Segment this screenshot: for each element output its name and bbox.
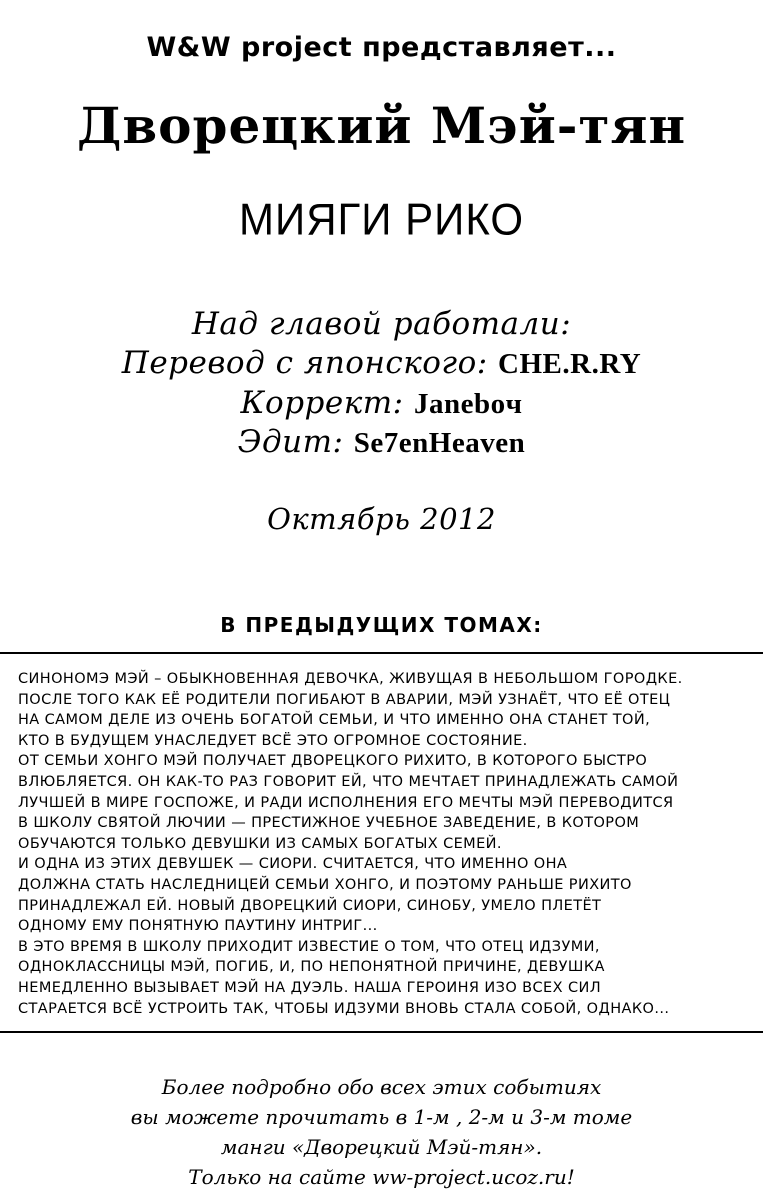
- manga-title: Дворецкий Мэй-тян: [76, 96, 687, 155]
- synopsis-line: НЕМЕДЛЕННО ВЫЗЫВАЕТ МЭЙ НА ДУЭЛЬ. НАША ГЕРОИНЯ ИЗО ВСЕХ СИЛ: [18, 979, 602, 996]
- footer-line: вы можете прочитать в 1-м , 2-м и 3-м томе: [130, 1105, 633, 1129]
- synopsis-line: ОБУЧАЮТСЯ ТОЛЬКО ДЕВУШКИ ИЗ САМЫХ БОГАТЫХ СЕМЕЙ.: [18, 835, 502, 852]
- credit-editing: [0, 424, 763, 460]
- synopsis-line: В ЭТО ВРЕМЯ В ШКОЛУ ПРИХОДИТ ИЗВЕСТИЕ О ТОМ, ЧТО ОТЕЦ ИДЗУМИ,: [18, 938, 600, 955]
- synopsis-line: КТО В БУДУЩЕМ УНАСЛЕДУЕТ ВСЁ ЭТО ОГРОМНОЕ СОСТОЯНИЕ.: [18, 732, 528, 749]
- credit-proofreading-name: Janeboч: [413, 388, 523, 420]
- synopsis-line: ОДНОКЛАССНИЦЫ МЭЙ, ПОГИБ, И, ПО НЕПОНЯТНОЙ ПРИЧИНЕ, ДЕВУШКА: [18, 959, 605, 976]
- credits-heading: Над главой работали:: [191, 306, 572, 342]
- synopsis-line: ЛУЧШЕЙ В МИРЕ ГОСПОЖЕ, И РАДИ ИСПОЛНЕНИЯ ЕГО МЕЧТЫ МЭЙ ПЕРЕВОДИТСЯ: [18, 794, 674, 811]
- synopsis-line: СТАРАЕТСЯ ВСЁ УСТРОИТЬ ТАК, ЧТОБЫ ИДЗУМИ ВНОВЬ СТАЛА СОБОЙ, ОДНАКО...: [18, 1000, 670, 1017]
- synopsis-line: ПОСЛЕ ТОГО КАК ЕЁ РОДИТЕЛИ ПОГИБАЮТ В АВАРИИ, МЭЙ УЗНАЁТ, ЧТО ЕЁ ОТЕЦ: [18, 691, 671, 708]
- credit-proofreading-label: Коррект:: [240, 385, 404, 421]
- synopsis-line: И ОДНА ИЗ ЭТИХ ДЕВУШЕК — СИОРИ. СЧИТАЕТСЯ, ЧТО ИМЕННО ОНА: [18, 856, 568, 873]
- synopsis-line: ОТ СЕМЬИ ХОНГО МЭЙ ПОЛУЧАЕТ ДВОРЕЦКОГО РИХИТО, В КОТОРОГО БЫСТРО: [18, 753, 648, 770]
- synopsis-block: [18, 669, 753, 1019]
- previous-volumes-heading: В ПРЕДЫДУЩИХ ТОМАХ:: [220, 613, 543, 637]
- synopsis-line: ВЛЮБЛЯЕТСЯ. ОН КАК-ТО РАЗ ГОВОРИТ ЕЙ, ЧТО МЕЧТАЕТ ПРИНАДЛЕЖАТЬ САМОЙ: [18, 773, 679, 790]
- credit-editing-label: Эдит:: [237, 424, 344, 460]
- credit-editing-name: Se7enHeaven: [353, 427, 526, 459]
- synopsis-line: СИНОНОМЭ МЭЙ – ОБЫКНОВЕННАЯ ДЕВОЧКА, ЖИВУЩАЯ В НЕБОЛЬШОМ ГОРОДКЕ.: [18, 671, 683, 687]
- synopsis-line: НА САМОМ ДЕЛЕ ИЗ ОЧЕНЬ БОГАТОЙ СЕМЬИ, И ЧТО ИМЕННО ОНА СТАНЕТ ТОЙ,: [18, 712, 651, 729]
- divider-top: [0, 652, 763, 654]
- author-name: МИЯГИ РИКО: [239, 194, 524, 245]
- footer-note: [0, 1072, 763, 1192]
- synopsis-line: ДОЛЖНА СТАТЬ НАСЛЕДНИЦЕЙ СЕМЬИ ХОНГО, И ПОЭТОМУ РАНЬШЕ РИХИТО: [18, 876, 632, 893]
- credit-translation: [0, 345, 763, 381]
- synopsis-line: ОДНОМУ ЕМУ ПОНЯТНУЮ ПАУТИНУ ИНТРИГ...: [18, 918, 378, 935]
- synopsis-line: ПРИНАДЛЕЖАЛ ЕЙ. НОВЫЙ ДВОРЕЦКИЙ СИОРИ, СИНОБУ, УМЕЛО ПЛЕТЁТ: [18, 897, 602, 914]
- footer-site-line: Только на сайте ww-project.ucoz.ru!: [188, 1165, 575, 1189]
- release-date: Октябрь 2012: [267, 502, 496, 536]
- footer-line: манги «Дворецкий Мэй-тян».: [220, 1135, 543, 1159]
- footer-line: Более подробно обо всех этих событиях: [161, 1075, 602, 1099]
- credit-translation-label: Перевод с японского:: [121, 345, 488, 381]
- credit-translation-name: CHE.R.RY: [498, 348, 642, 380]
- synopsis-line: В ШКОЛУ СВЯТОЙ ЛЮЧИИ — ПРЕСТИЖНОЕ УЧЕБНОЕ ЗАВЕДЕНИЕ, В КОТОРОМ: [18, 815, 640, 832]
- divider-bottom: [0, 1031, 763, 1033]
- presents-line: W&W project представляет...: [146, 32, 617, 63]
- credit-proofreading: [0, 385, 763, 421]
